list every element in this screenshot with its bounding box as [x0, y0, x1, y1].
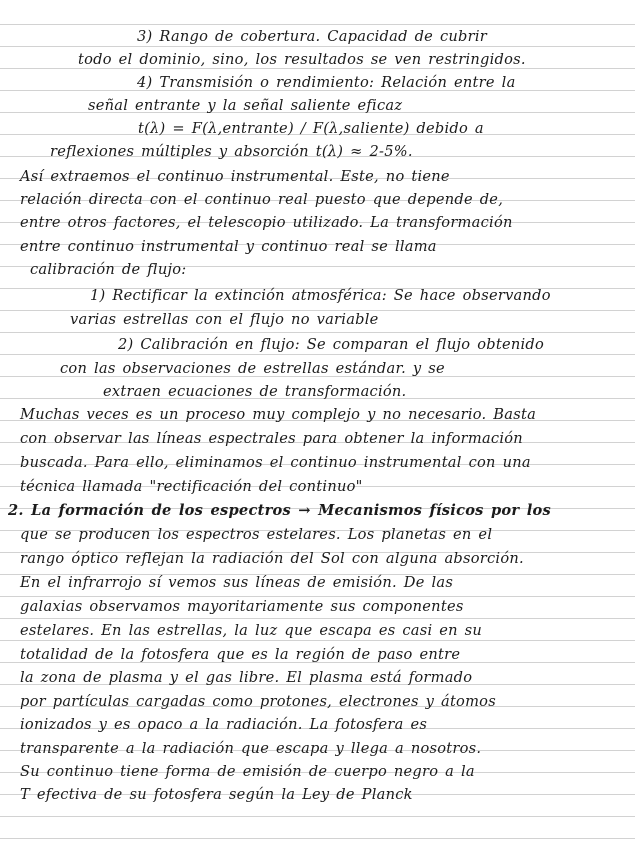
text-line: Su continuo tiene forma de emisión de cuerpo negro a la	[20, 763, 475, 780]
text-line: con las observaciones de estrellas estándar. y se	[60, 360, 445, 377]
text-line: por partículas cargadas como protones, electrones y átomos	[20, 693, 496, 710]
text-line: calibración de flujo:	[30, 261, 187, 278]
text-line: relación directa con el continuo real puesto que depende de,	[20, 191, 504, 208]
text-line: En el infrarrojo sí vemos sus líneas de emisión. De las	[20, 574, 454, 591]
text-line: 3) Rango de cobertura. Capacidad de cubrir	[137, 28, 487, 45]
text-line: la zona de plasma y el gas libre. El plasma está formado	[20, 669, 473, 686]
formula-line: t(λ) = F(λ,entrante) / F(λ,saliente) debido a	[138, 120, 484, 137]
text-line: ionizados y es opaco a la radiación. La fotosfera es	[20, 716, 428, 733]
text-line: buscada. Para ello, eliminamos el continuo instrumental con una	[20, 454, 531, 471]
text-line: transparente a la radiación que escapa y llega a nosotros.	[20, 740, 482, 757]
text-line: reflexiones múltiples y absorción t(λ) ≈ 2-5%.	[50, 143, 413, 160]
text-line: galaxias observamos mayoritariamente sus componentes	[20, 598, 464, 615]
text-line: extraen ecuaciones de transformación.	[103, 383, 407, 400]
text-line: señal entrante y la señal saliente eficaz	[88, 97, 403, 114]
text-line: que se producen los espectros estelares. Los planetas en el	[20, 526, 493, 543]
text-line: con observar las líneas espectrales para obtener la información	[20, 430, 523, 447]
text-line: Muchas veces es un proceso muy complejo y no necesario. Basta	[20, 406, 537, 423]
text-line: varias estrellas con el flujo no variable	[70, 311, 379, 328]
text-line: T efectiva de su fotosfera según la Ley de Planck	[20, 786, 413, 803]
text-line: 2) Calibración en flujo: Se comparan el flujo obtenido	[118, 336, 545, 353]
text-line: rango óptico reflejan la radiación del Sol con alguna absorción.	[20, 550, 524, 567]
text-line: Así extraemos el continuo instrumental. Este, no tiene	[20, 168, 450, 185]
text-line: 1) Rectificar la extinción atmosférica: Se hace observando	[90, 287, 551, 304]
text-line: 4) Transmisión o rendimiento: Relación entre la	[137, 74, 516, 91]
text-line: totalidad de la fotosfera que es la región de paso entre	[20, 646, 461, 663]
section-heading: 2. La formación de los espectros → Mecanismos físicos por los	[8, 502, 551, 519]
text-line: entre otros factores, el telescopio utilizado. La transformación	[20, 214, 513, 231]
text-line: estelares. En las estrellas, la luz que escapa es casi en su	[20, 622, 483, 639]
text-line: todo el dominio, sino, los resultados se ven restringidos.	[78, 51, 526, 68]
text-line: entre continuo instrumental y continuo real se llama	[20, 238, 437, 255]
text-line: técnica llamada "rectificación del continuo"	[20, 478, 363, 495]
